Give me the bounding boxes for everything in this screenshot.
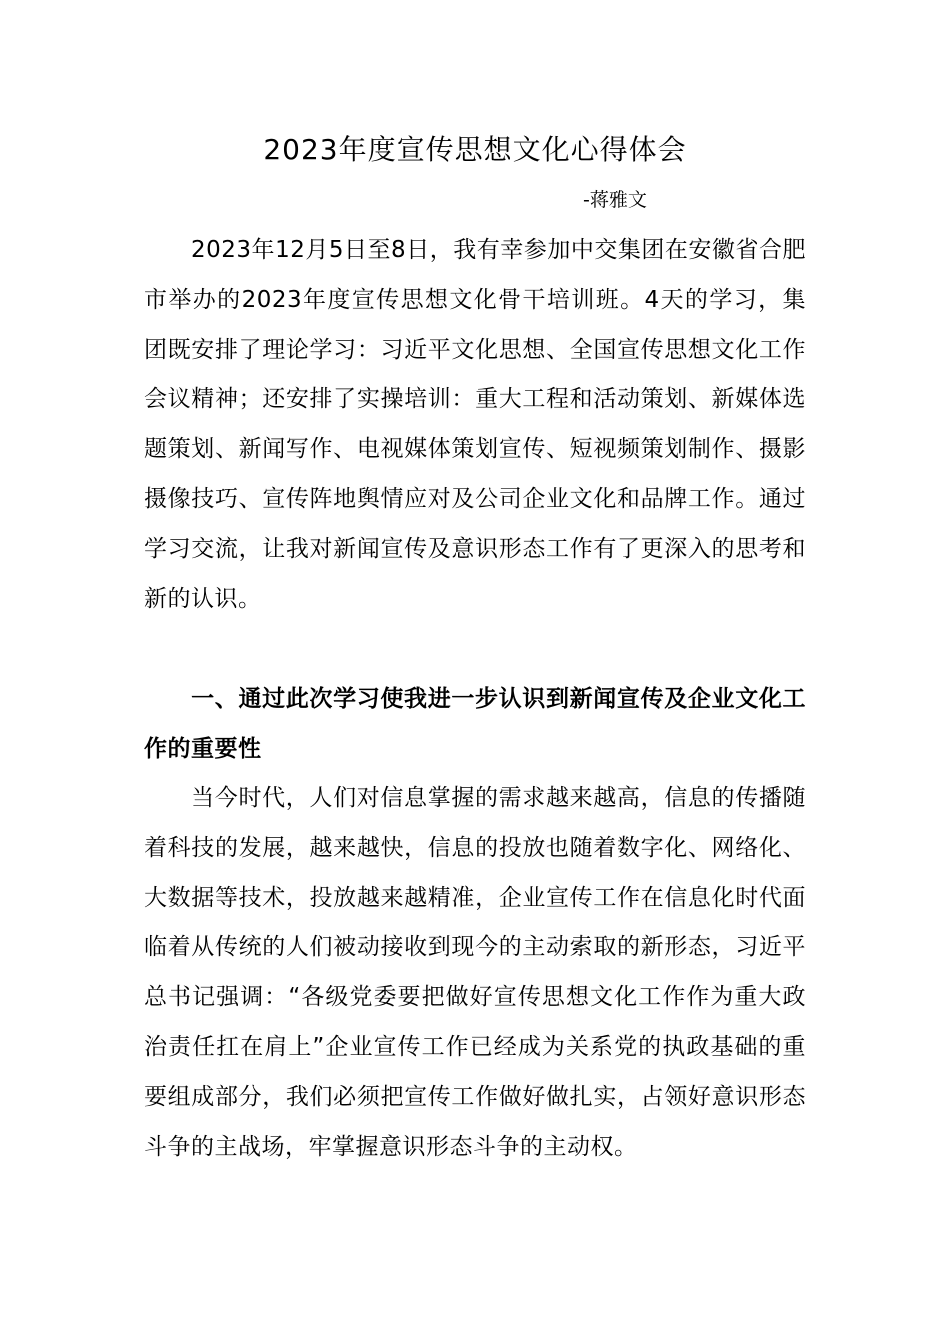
section-heading-1-text: 一、通过此次学习使我进一步认识到新闻宣传及企业文化工作的重要性 [144, 686, 806, 762]
section-heading-1 [144, 675, 806, 775]
paragraph-intro-text: 2023年12月5日至8日，我有幸参加中交集团在安徽省合肥市举办的2023年度宣传思想文化骨干培训班。4天的学习，集团既安排了理论学习：习近平文化思想、全国宣传思想文化工作会议精神；还安排了实操培训：重大工程和活动策划、新媒体选题策划、新闻写作、电视媒体策划宣传、短视频策划制作、摄影摄像技巧、宣传阵地舆情应对及公司企业文化和品牌工作。通过学习交流，让我对新闻宣传及意识形态工作有了更深入的思考和新的认识。 [144, 237, 806, 612]
document-title: 2023年度宣传思想文化心得体会 [263, 133, 687, 166]
document-author: -蒋雅文 [583, 189, 647, 211]
paragraph-section-1-text: 当今时代，人们对信息掌握的需求越来越高，信息的传播随着科技的发展，越来越快，信息的投放也随着数字化、网络化、大数据等技术，投放越来越精准，企业宣传工作在信息化时代面临着从传统的人们被动接收到现今的主动索取的新形态，习近平总书记强调：“各级党委要把做好宣传思想文化工作作为重大政治责任扛在肩上”企业宣传工作已经成为关系党的执政基础的重要组成部分，我们必须把宣传工作做好做扎实，占领好意识形态斗争的主战场，牢掌握意识形态斗争的主动权。 [144, 785, 806, 1160]
paragraph-intro [144, 226, 806, 624]
paragraph-section-1 [144, 774, 806, 1172]
